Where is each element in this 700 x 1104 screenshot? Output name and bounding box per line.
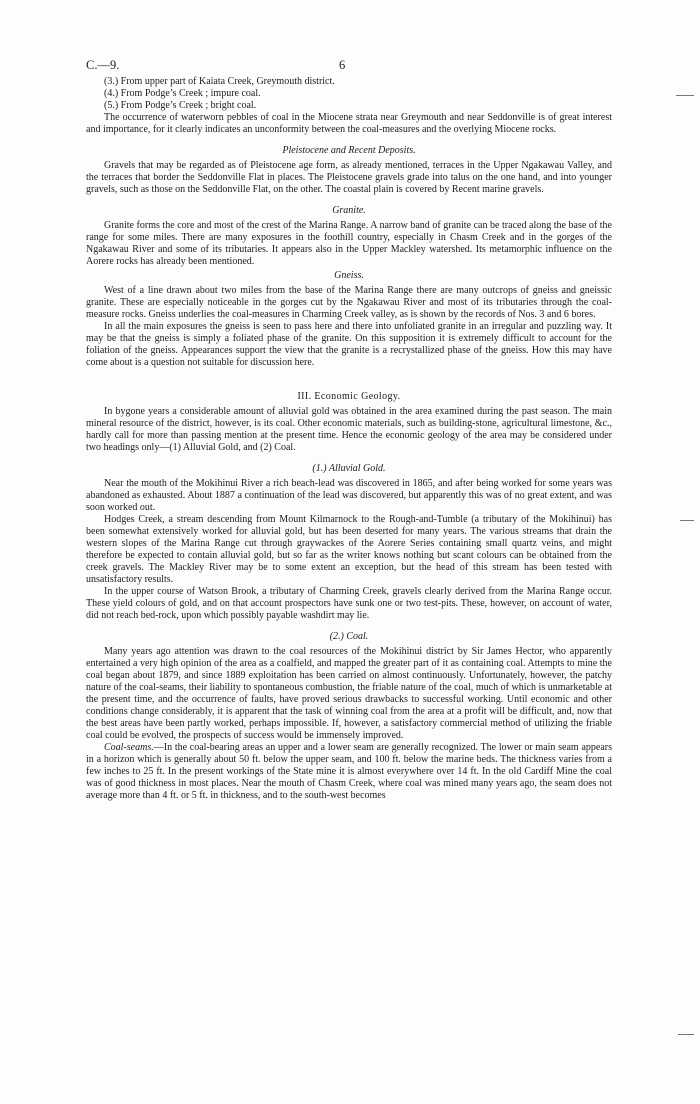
paragraph-waterworn-pebbles: The occurrence of waterworn pebbles of coal in the Miocene strata near Greymouth and near Seddonville is of great interest and importance, for it clearly indicates an unconformity between the coal-measures and the overlying Miocene rocks. [86,112,612,135]
heading-granite: Granite. [332,205,366,216]
margin-mark [678,1034,694,1035]
paragraph-economic-intro: In bygone years a considerable amount of alluvial gold was obtained in the area examined during the past season. The main mineral resource of the district, however, is its coal. Other economic materials, such as building-stone, agricultural limestone, &c., hardly call for more than passing mention at the present time. Hence the economic geology of the area may be considered under two headings only—(1) Alluvial Gold, and (2) Coal. [86,406,612,453]
heading-pleistocene: Pleistocene and Recent Deposits. [282,145,416,156]
paragraph-hodges-creek: Hodges Creek, a stream descending from Mount Kilmarnock to the Rough-and-Tumble (a tributary of the Mokihinui) has been somewhat extensively worked for alluvial gold, but has been deserted for many years. The various streams that drain the western slopes of the Marina Range cut through graywackes of the Aorere Series containing small quartz veins, and might therefore be expected to contain alluvial gold, but so far as the writer knows nothing but scant colours can be obtained from the creek gravels. The Mackley River may be to some extent an exception, but the head of this stream has been tested with unsatisfactory results. [86,514,612,585]
sample-list-item: (3.) From upper part of Kaiata Creek, Greymouth district. [104,76,335,87]
paragraph-gneiss-outcrops: West of a line drawn about two miles from the base of the Marina Range there are many outcrops of gneiss and gneissic granite. These are especially noticeable in the gorges cut by the Ngakawau River and most of its tributaries through the coal-measure rocks. Gneiss underlies the coal-measures in Charming Creek valley, as is shown by the records of Nos. 3 and 6 bores. [86,285,612,320]
margin-mark [676,95,694,96]
page-header [86,58,612,76]
paragraph-gneiss-foliation: In all the main exposures the gneiss is seen to pass here and there into unfoliated granite in an irregular and puzzling way. It may be that the gneiss is simply a foliated phase of the granite. On this supposition it is extremely difficult to account for the foliation of the gneiss. Appearances support the view that the granite is a recrystallized phase of the gneiss. How this may have come about is a question not suitable for discussion here. [86,321,612,368]
document-reference: C.—9. [86,58,120,72]
coal-seams-text: —In the coal-bearing areas an upper and a lower seam are generally recognized. The lower or main seam appears in a horizon which is generally about 50 ft. below the upper seam, and 100 ft. below the marine beds. The thickness varies from a few inches to 25 ft. In the present workings of the State mine it is almost everywhere over 14 ft. In the old Cardiff Mine the coal was of good thickness in most places. Near the mouth of Chasm Creek, where coal was mined many years ago, the seam does not average more than 4 ft. or 5 ft. in thickness, and to the south-west becomes [86,742,612,801]
paragraph-watson-brook: In the upper course of Watson Brook, a tributary of Charming Creek, gravels clearly derived from the Marina Range occur. These yield colours of gold, and on that account prospectors have sunk one or two test-pits. These, however, on account of water, did not reach bed-rock, upon which possibly payable washdirt may lie. [86,586,612,621]
paragraph-gravels: Gravels that may be regarded as of Pleistocene age form, as already mentioned, terraces in the Upper Ngakawau Valley, and the terraces that border the Seddonville Flat in places. The Pleistocene gravels grade into talus on the one hand, and into younger gravels, such as those on the Seddonville Flat, on the other. The coastal plain is covered by Recent marine gravels. [86,160,612,195]
paragraph-beach-lead: Near the mouth of the Mokihinui River a rich beach-lead was discovered in 1865, and after being worked for some years was abandoned as exhausted. About 1887 a continuation of the lead was discovered, but apparently this was of no great extent, and was soon worked out. [86,478,612,513]
coal-seams-lead: Coal-seams. [104,742,154,753]
sample-list-item: (4.) From Podge’s Creek ; impure coal. [104,88,261,99]
paragraph-coal-seams [86,742,612,802]
page-number: 6 [339,58,346,72]
heading-alluvial-gold: (1.) Alluvial Gold. [312,463,386,474]
margin-mark [680,520,694,521]
heading-gneiss: Gneiss. [334,270,364,281]
document-page [86,58,612,802]
heading-coal: (2.) Coal. [329,631,369,642]
heading-economic-geology: III. Economic Geology. [297,391,401,402]
paragraph-granite: Granite forms the core and most of the crest of the Marina Range. A narrow band of granite can be traced along the base of the range for some miles. There are many exposures in the foothill country, especially in Chasm Creek and in the gorges of the Ngakawau River and some of its tributaries. It appears also in the Upper Mackley watershed. Its metamorphic influence on the Aorere rocks has already been mentioned. [86,220,612,267]
sample-list-item: (5.) From Podge’s Creek ; bright coal. [104,100,257,111]
paragraph-coal-history: Many years ago attention was drawn to the coal resources of the Mokihinui district by Sir James Hector, who apparently entertained a very high opinion of the area as a coalfield, and mapped the greater part of it as containing coal. Attempts to mine the coal began about 1879, and since 1889 exploitation has been carried on almost continuously. Unfortunately, however, the patchy nature of the coal-seams, their liability to spontaneous combustion, the friable nature of the coal, much of which is unmarketable at the present time, and the occurrence of faults, have proved serious drawbacks to successful working. Until economic and other conditions change considerably, it is apparent that the task of winning coal from the area at a profit will be difficult, and, now that the best areas have been partly worked, perhaps impossible. If, however, a satisfactory commercial method of utilizing the friable coal could be evolved, the prospects of success would be immensely improved. [86,646,612,741]
